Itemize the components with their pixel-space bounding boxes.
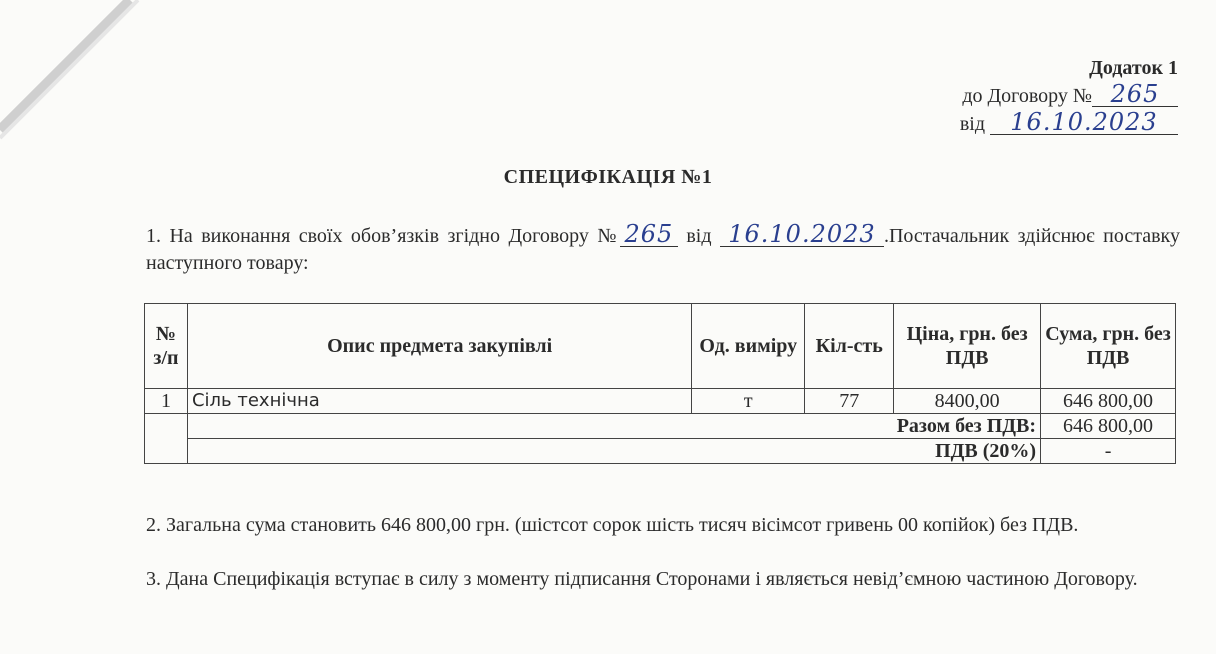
paragraph-1-text-b: від xyxy=(677,225,720,247)
paragraph-1-text-c: .Постачальник здійснює поставку наступного товару: xyxy=(146,225,1180,274)
vat-value: - xyxy=(1041,439,1176,464)
table-header-row xyxy=(145,304,1176,389)
header-description: Опис предмета закупівлі xyxy=(187,304,691,389)
annex-date-line xyxy=(960,110,1178,138)
table-row xyxy=(145,389,1176,414)
total-value: 646 800,00 xyxy=(1041,414,1176,439)
row-price: 8400,00 xyxy=(894,389,1041,414)
row-unit: т xyxy=(692,389,805,414)
specification-table xyxy=(144,303,1176,464)
total-row xyxy=(145,414,1176,439)
paragraph-1-text-a: 1. На виконання своїх обов’язків згідно Договору № xyxy=(146,225,620,247)
vat-label: ПДВ (20%) xyxy=(187,439,1040,464)
header-sum: Сума, грн. без ПДВ xyxy=(1041,304,1176,389)
paragraph-3: 3. Дана Специфікація вступає в силу з моменту підписання Сторонами і являється невід’ємною частиною Договору. xyxy=(146,568,1138,590)
paragraph-1-date: 16.10.2023 xyxy=(720,222,884,247)
row-sum: 646 800,00 xyxy=(1041,389,1176,414)
row-quantity: 77 xyxy=(805,389,894,414)
annex-contract-line xyxy=(960,82,1178,110)
annex-block xyxy=(960,54,1178,138)
header-unit: Од. виміру xyxy=(692,304,805,389)
empty-cell xyxy=(145,414,188,464)
total-label: Разом без ПДВ: xyxy=(187,414,1040,439)
paragraph-1 xyxy=(146,222,1180,277)
annex-date: 16.10.2023 xyxy=(990,110,1178,135)
paragraph-2: 2. Загальна сума становить 646 800,00 грн. (шістсот сорок шість тисяч вісімсот гривень 00 копійок) без ПДВ. xyxy=(146,514,1079,536)
annex-title: Додаток 1 xyxy=(1089,57,1178,79)
row-no: 1 xyxy=(145,389,188,414)
annex-contract-prefix: до Договору № xyxy=(962,85,1092,107)
annex-from-label: від xyxy=(959,113,985,135)
header-quantity: Кіл-сть xyxy=(805,304,894,389)
annex-contract-number: 265 xyxy=(1092,82,1178,107)
page-title: СПЕЦИФІКАЦІЯ №1 xyxy=(503,166,713,188)
vat-row xyxy=(145,439,1176,464)
page-corner-fold xyxy=(0,0,140,140)
header-price: Ціна, грн. без ПДВ xyxy=(894,304,1041,389)
header-no: № з/п xyxy=(145,304,188,389)
paragraph-1-contract-number: 265 xyxy=(620,222,678,247)
row-description: Сіль технічна xyxy=(187,389,691,414)
